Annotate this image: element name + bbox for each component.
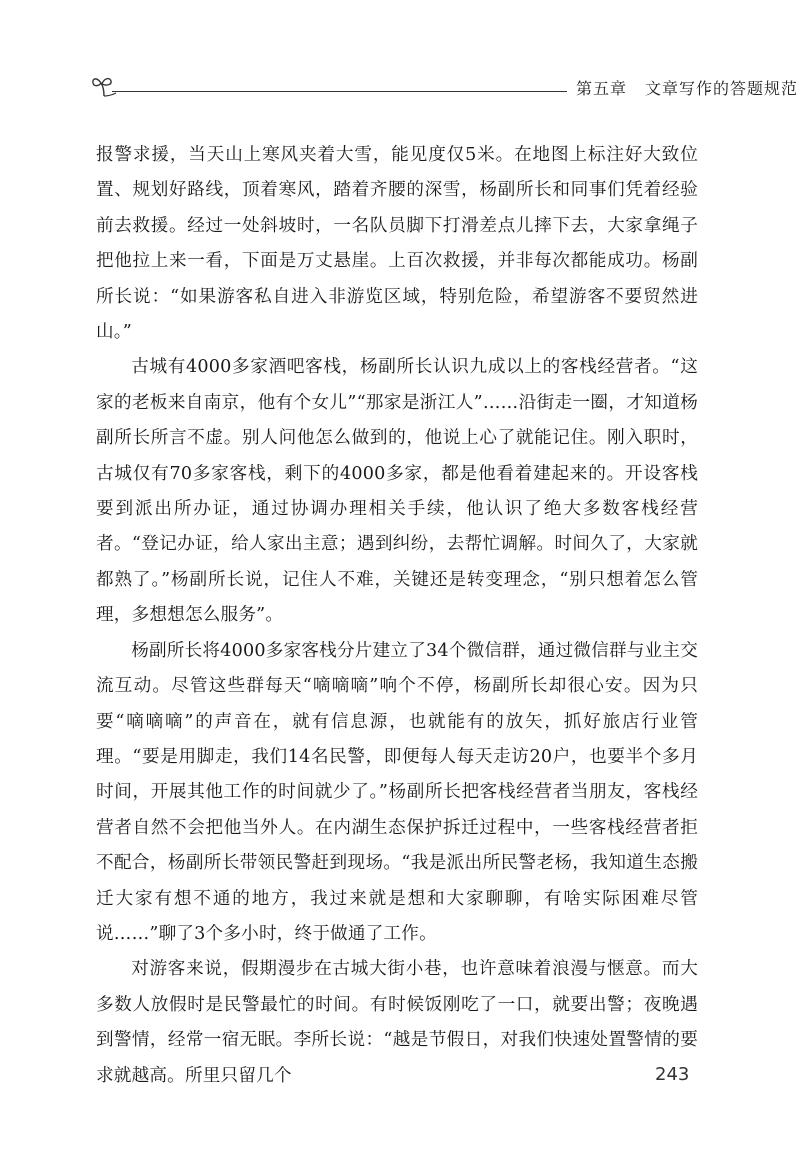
paragraph-continued: 报警求援，当天山上寒风夹着大雪，能见度仅5米。在地图上标注好大致位置、规划好路线，顶着寒风，踏着齐腰的深雪，杨副所长和同事们凭着经验前去救援。经过一处斜坡时，一名队员脚下打滑差点儿摔下去，大家拿绳子把他拉上来一看，下面是万丈悬崖。上百次救援，并非每次都能成功。杨副所长说：“如果游客私自进入非游览区域，特别危险，希望游客不要贸然进山。” bbox=[96, 145, 698, 343]
running-header bbox=[90, 74, 799, 104]
chapter-label: 第五章 bbox=[576, 79, 628, 98]
body-text bbox=[96, 138, 698, 1094]
page-number: 243 bbox=[655, 1064, 690, 1085]
chapter-title: 文章写作的答题规范 bbox=[645, 79, 799, 98]
paragraph: 杨副所长将4000多家客栈分片建立了34个微信群，通过微信群与业主交流互动。尽管这些群每天“嘀嘀嘀”响个不停，杨副所长却很心安。因为只要“嘀嘀嘀”的声音在，就有信息源，也就能有的放矢，抓好旅店行业管理。“要是用脚走，我们14名民警，即便每人每天走访20户，也要半个多月时间，开展其他工作的时间就少了。”杨副所长把客栈经营者当朋友，客栈经营者自然不会把他当外人。在内湖生态保护拆迁过程中，一些客栈经营者拒不配合，杨副所长带领民警赶到现场。“我是派出所民警老杨，我知道生态搬迁大家有想不通的地方，我过来就是想和大家聊聊，有啥实际困难尽管说……”聊了3个多小时，终于做通了工作。 bbox=[96, 640, 698, 944]
paragraph: 古城有4000多家酒吧客栈，杨副所长认识九成以上的客栈经营者。“这家的老板来自南京，他有个女儿”“那家是浙江人”……沿街走一圈，才知道杨副所长所言不虚。别人问他怎么做到的，他说上心了就能记住。刚入职时，古城仅有70多家客栈，剩下的4000多家，都是他看着建起来的。开设客栈要到派出所办证，通过协调办理相关手续，他认识了绝大多数客栈经营者。“登记办证，给人家出主意；遇到纠纷，去帮忙调解。时间久了，大家就都熟了。”杨副所长说，记住人不难，关键还是转变理念，“别只想着怎么管理，多想想怎么服务”。 bbox=[96, 357, 698, 626]
sprout-icon bbox=[90, 74, 120, 98]
header-rule-right bbox=[706, 91, 710, 92]
header-rule-left bbox=[112, 91, 567, 92]
header-title bbox=[576, 76, 798, 99]
paragraph: 对游客来说，假期漫步在古城大街小巷，也许意味着浪漫与惬意。而大多数人放假时是民警最忙的时间。有时候饭刚吃了一口，就要出警；夜晚遇到警情，经常一宿无眠。李所长说：“越是节假日，对我们快速处置警情的要求就越高。所里只留几个 bbox=[96, 959, 698, 1086]
